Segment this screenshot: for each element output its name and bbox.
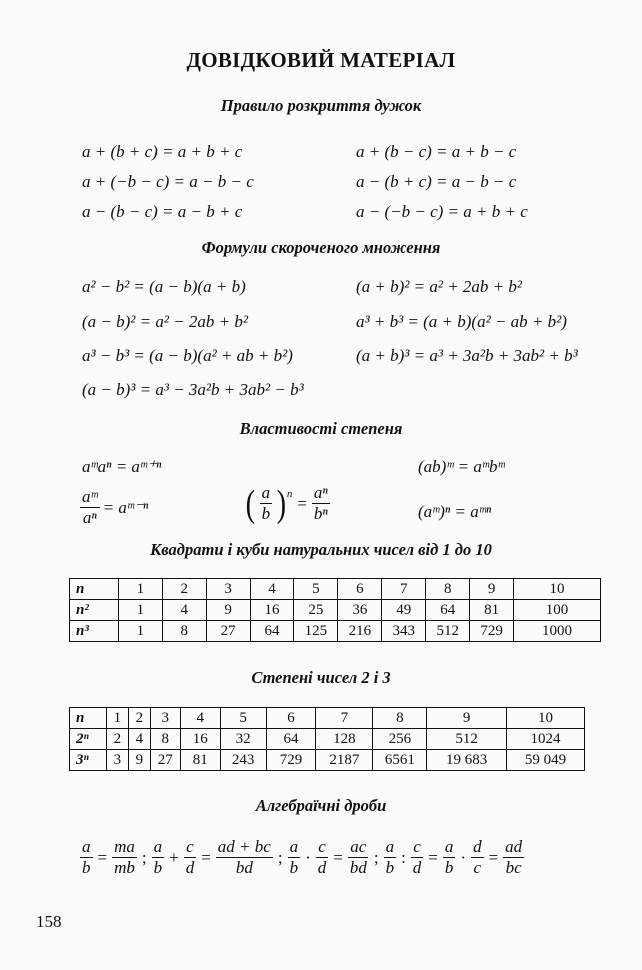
fraction: $\frac{\text{aᵐ}}{\text{aⁿ}}$ [82, 487, 98, 527]
squares-cubes-table [69, 578, 601, 642]
fraction-rules-line: $\frac{a}{b}$ = $\frac{ma}{mb}$ ; $\frac{a}{b}$ + $\frac{c}{d}$ = $\frac{ad + bc}{bd}$ ; $\frac{a}{b}$ · $\frac{c}{d}$ = $\frac{ac}{bd}$ ; $\frac{a}{b}$ : $\frac{c}{d}$ = $\frac{a}{b}$ · $\frac{d}{c}$ = $\frac{ad}{bc}$ [82, 837, 523, 877]
table-row: n 1 2 3 4 5 6 7 8 9 10 [70, 708, 585, 729]
formula: a − (b + c) = a − b − c [356, 172, 517, 191]
section-heading-brackets: Правило розкриття дужок [220, 96, 422, 115]
formula: (a + b)² = a² + 2ab + b² [356, 277, 522, 296]
formula: a² − b² = (a − b)(a + b) [82, 277, 246, 296]
formula: aᵐaⁿ = aᵐ⁺ⁿ [82, 457, 162, 476]
section-heading-squares-cubes: Квадрати і куби натуральних чисел від 1 до 10 [150, 540, 492, 559]
table-row: n 1 2 3 4 5 6 7 8 9 10 [70, 579, 601, 600]
formula: a³ − b³ = (a − b)(a² + ab + b²) [82, 346, 293, 365]
formula: (aᵐ)ⁿ = aᵐⁿ [418, 502, 492, 521]
formula: (ab)ᵐ = aᵐbᵐ [418, 457, 505, 476]
section-heading-powers: Властивості степеня [239, 419, 403, 438]
formula: a³ + b³ = (a + b)(a² − ab + b²) [356, 312, 567, 331]
formula: (a − b)³ = a³ − 3a²b + 3ab² − b³ [82, 380, 304, 399]
table-row: 2ⁿ 2 4 8 16 32 64 128 256 512 1024 [70, 729, 585, 750]
formula-quotient-powers: $\frac{\text{aᵐ}}{\text{aⁿ}}$ = aᵐ⁻ⁿ [82, 487, 149, 527]
fraction: $\frac{\text{aⁿ}}{\text{bⁿ}}$ [313, 483, 328, 523]
section-heading-formulas: Формули скороченого множення [201, 238, 441, 257]
table-row: n³ 1 8 27 64 125 216 343 512 729 1000 [70, 621, 601, 642]
section-heading-powers-2-3: Степені чисел 2 і 3 [251, 668, 391, 687]
page-number: 158 [36, 912, 62, 931]
formula: a + (b − c) = a + b − c [356, 142, 517, 161]
page-title: ДОВІДКОВИЙ МАТЕРІАЛ [186, 48, 456, 72]
table-row: 3ⁿ 3 9 27 81 243 729 2187 6561 19 683 59 049 [70, 750, 585, 771]
formula: a − (−b − c) = a + b + c [356, 202, 528, 221]
powers-2-3-table [69, 707, 585, 771]
fraction: $\frac{a}{b}$ [261, 483, 271, 523]
formula: a − (b − c) = a − b + c [82, 202, 243, 221]
formula: (a − b)² = a² − 2ab + b² [82, 312, 248, 331]
formula: a + (b + c) = a + b + c [82, 142, 243, 161]
formula: a + (−b − c) = a − b − c [82, 172, 254, 191]
formula-power-of-fraction: ( $\frac{a}{b}$ ) $^n$ = $\frac{\text{aⁿ}}{\text{bⁿ}}$ [245, 482, 328, 525]
table-row: n² 1 4 9 16 25 36 49 64 81 100 [70, 600, 601, 621]
section-heading-fractions: Алгебраїчні дроби [255, 796, 387, 815]
formula: (a + b)³ = a³ + 3a²b + 3ab² + b³ [356, 346, 578, 365]
